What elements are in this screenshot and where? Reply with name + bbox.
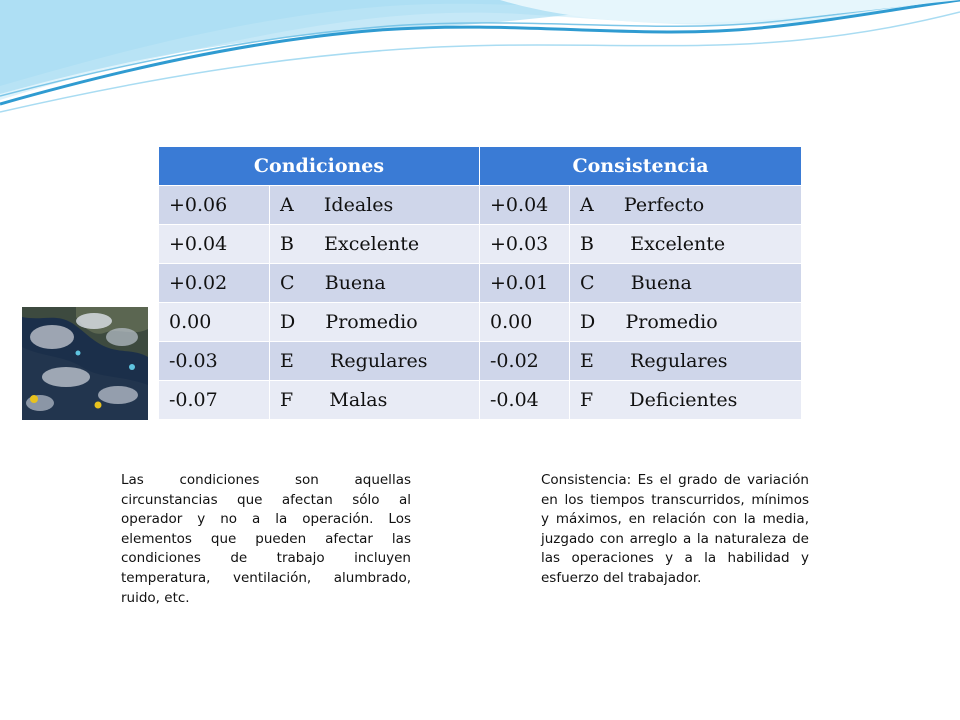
table-row [159, 381, 802, 420]
consistencia-value: +0.04 [480, 186, 570, 225]
satellite-weather-image [22, 307, 148, 420]
consistencia-description: Consistencia: Es el grado de variación en los tiempos transcurridos, mínimos y máximos, en relación con la media, juzgado con arreglo a la naturaleza de las operaciones y a la habilidad y esfuerzo del trabajador. [541, 472, 809, 586]
table-row [159, 186, 802, 225]
header-consistencia: Consistencia [480, 147, 802, 186]
condicion-grade: D Promedio [270, 303, 480, 342]
consistencia-grade: C Buena [570, 264, 802, 303]
consistencia-value: +0.01 [480, 264, 570, 303]
condicion-grade: E Regulares [270, 342, 480, 381]
table-row [159, 303, 802, 342]
condicion-grade: F Malas [270, 381, 480, 420]
table-row [159, 264, 802, 303]
condicion-grade: B Excelente [270, 225, 480, 264]
header-condiciones: Condiciones [159, 147, 480, 186]
consistencia-grade: F Deficientes [570, 381, 802, 420]
consistencia-value: -0.02 [480, 342, 570, 381]
condicion-value: +0.02 [159, 264, 270, 303]
consistencia-value: +0.03 [480, 225, 570, 264]
condicion-grade: C Buena [270, 264, 480, 303]
header-wave-decoration [0, 0, 960, 130]
conditions-consistency-table [158, 146, 802, 420]
condicion-value: +0.06 [159, 186, 270, 225]
consistencia-grade: E Regulares [570, 342, 802, 381]
consistencia-value: -0.04 [480, 381, 570, 420]
table-header-row [159, 147, 802, 186]
condicion-grade: A Ideales [270, 186, 480, 225]
table-row [159, 225, 802, 264]
table-row [159, 342, 802, 381]
consistencia-grade: A Perfecto [570, 186, 802, 225]
condicion-value: 0.00 [159, 303, 270, 342]
condicion-value: -0.03 [159, 342, 270, 381]
consistencia-grade: B Excelente [570, 225, 802, 264]
consistencia-grade: D Promedio [570, 303, 802, 342]
consistencia-value: 0.00 [480, 303, 570, 342]
condicion-value: +0.04 [159, 225, 270, 264]
condiciones-description: Las condiciones son aquellas circunstancias que afectan sólo al operador y no a la operación. Los elementos que pueden afectar las condiciones de trabajo incluyen temperatura, ventilación, alumbrado, ruido, etc. [121, 472, 411, 606]
condicion-value: -0.07 [159, 381, 270, 420]
